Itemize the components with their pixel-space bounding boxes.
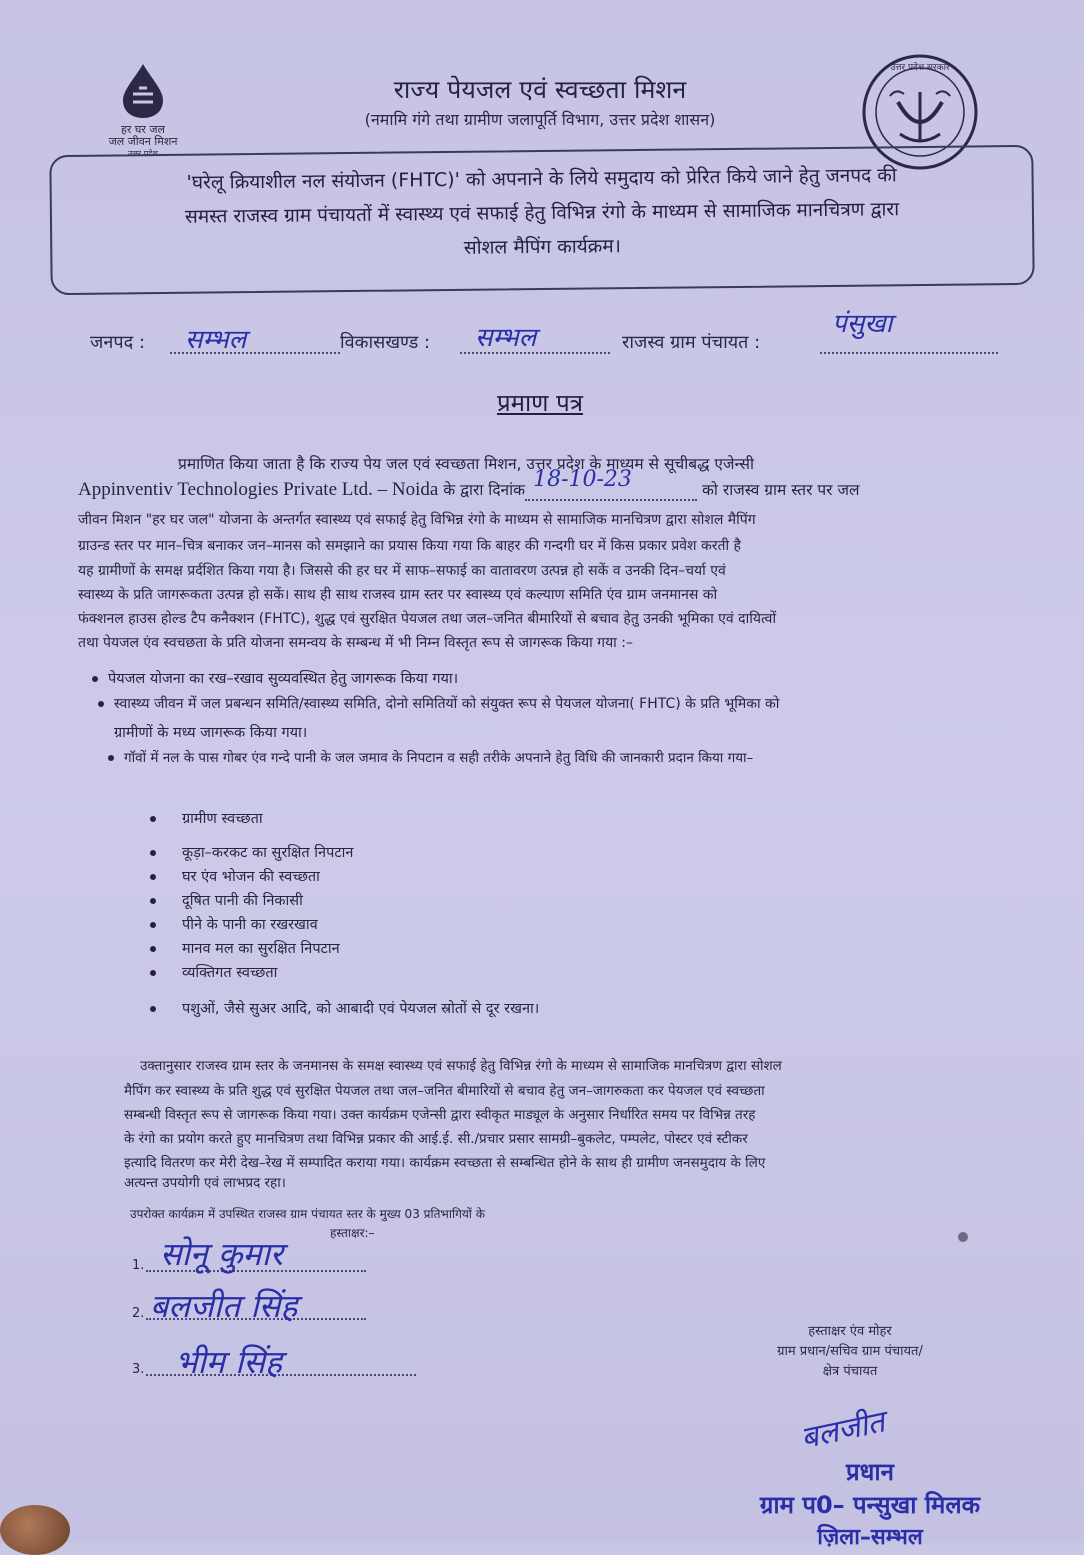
closing-line-2: मैपिंग कर स्वास्थ्य के प्रति शुद्ध एवं सुरक्षित पेयजल तथा जल–जनित बीमारियों से बचाव हेतु जन–जागरुकता कर पेयजल एवं स्वच्छता [124, 1083, 765, 1099]
bullet-dot [150, 898, 156, 904]
sub-item [150, 998, 539, 1018]
logo-caption-line-2: जल जीवन मिशन [108, 135, 178, 148]
body-line-2-end: को राजस्व ग्राम स्तर पर जल [702, 481, 860, 499]
sub-item-text: पशुओं, जैसे सुअर आदि, को आबादी एवं पेयजल स्रोतों से दूर रखना। [182, 1001, 540, 1017]
date-line [525, 467, 697, 501]
sub-item-text: घर एंव भोजन की स्वच्छता [182, 869, 320, 885]
body-line-8: तथा पेयजल एंव स्वचछता के प्रति योजना समन्वय के सम्बन्ध में भी निम्न विस्तृत रूप से जागरूक किया गया :– [78, 635, 633, 651]
sub-item-text: व्यक्तिगत स्वच्छता [182, 965, 278, 981]
jal-jeevan-mission-logo [88, 62, 198, 162]
pin-mark [958, 1232, 968, 1242]
bullet-dot [150, 946, 156, 952]
sub-item [150, 866, 320, 886]
sub-item [150, 808, 263, 828]
bullet-1-text: पेयजल योजना का रख–रखाव सुव्यवस्थित हेतु जागरूक किया गया। [108, 671, 459, 687]
participant-signature-2: बलजीत सिंह [150, 1287, 298, 1325]
location-fields [90, 309, 1010, 358]
bullet-dot [150, 922, 156, 928]
body-line-6: स्वास्थ्य के प्रति जागरूकता उत्पन्न हो सकें। साथ ही साथ राजस्व ग्राम स्तर पर स्वास्थ्य एवं कल्याण समिति एंव ग्राम जनमानस को [78, 587, 718, 603]
body-line-2 [78, 467, 860, 501]
bullet-3-text: गॉवों में नल के पास गोबर एंव गन्दे पानी के जल जमाव के निपटान व सही तरीके अपनाने हेतु विधि की जानकारी प्रदान किया गया– [124, 750, 754, 766]
bullet-dot [150, 874, 156, 880]
program-description [69, 157, 1014, 269]
body-line-3: जीवन मिशन "हर घर जल" योजना के अन्तर्गत स्वास्थ्य एवं सफाई हेतु विभिन्न रंगो के माध्यम से सामाजिक मानचित्रण द्वारा सोशल मैपिंग [78, 512, 756, 528]
sub-item-text: पीने के पानी का रखरखाव [182, 917, 318, 933]
closing-line-1: उक्तानुसार राजस्व ग्राम स्तर के जनमानस के समक्ष स्वास्थ्य एवं सफाई हेतु विभिन्न रंगो के माध्यम से सामाजिक मानचित्रण द्वारा सोशल [140, 1058, 782, 1074]
bullet-2-line-2: ग्रामीणों के मध्य जागरूक किया गया। [114, 725, 308, 741]
mission-title: राज्य पेयजल एवं स्वच्छता मिशन [393, 75, 687, 104]
certificate-title: प्रमाण पत्र [496, 389, 584, 417]
bullet-dot [150, 816, 156, 822]
bullet-2 [98, 694, 779, 713]
bullet-dot [108, 755, 114, 761]
sub-item-text: मानव मल का सुरक्षित निपटान [182, 941, 340, 957]
participant-number: 2. [132, 1306, 145, 1321]
logo-caption-line-1: हर घर जल [121, 123, 165, 136]
logo-caption-line-3: उत्तर प्रदेश [128, 149, 158, 158]
bullet-dot [150, 850, 156, 856]
signatory-line-2: ग्राम प्रधान/सचिव ग्राम पंचायत/ [777, 1344, 923, 1359]
body-line-4: ग्राउन्ड स्तर पर मान–चित्र बनाकर जन–मानस को समझाने का प्रयास किया गया कि बाहर की गन्दगी घर में किस प्रकार प्रवेश करती है [78, 538, 741, 554]
panchayat-line [820, 352, 998, 354]
participants-intro: उपरोक्त कार्यक्रम में उपस्थित राजस्व ग्राम पंचायत स्तर के मुख्य 03 प्रतिभागियों के [130, 1207, 485, 1221]
stamp-line-1: प्रधान [846, 1458, 894, 1486]
sub-item [150, 962, 277, 982]
sub-item [150, 842, 353, 862]
water-drop-icon [117, 62, 169, 120]
participant-number: 1. [132, 1258, 145, 1273]
bullet-dot [92, 676, 98, 682]
bullet-3 [108, 748, 753, 766]
bullet-2-text-line-1: स्वास्थ्य जीवन में जल प्रबन्धन समिति/स्वास्थ्य समिति, दोनो समितियों को संयुक्त रूप से पेयजल योजना( FHTC) के प्रति भूमिका को [114, 696, 780, 712]
sub-item [150, 914, 318, 934]
body-line-1: प्रमाणित किया जाता है कि राज्य पेय जल एवं स्वच्छता मिशन, उत्तर प्रदेश के माध्यम से सूचीबद्ध एजेन्सी [178, 455, 754, 473]
block-value: सम्भल [475, 323, 537, 353]
body-line-5: यह ग्रामीणों के समक्ष प्रर्दशित किया गया है। जिससे की हर घर में साफ–सफाई का वातावरण उत्पन्न हो सकें व उनकी दिन–चर्या एवं [78, 563, 726, 579]
district-value: सम्भल [185, 325, 247, 355]
block-label: विकासखण्ड : [340, 332, 431, 353]
sub-item-text: कूड़ा–करकट का सुरक्षित निपटान [182, 845, 354, 861]
pradhan-signature: बलजीत [797, 1404, 888, 1457]
seal-text: उत्तर प्रदेश सरकार [890, 63, 950, 73]
panchayat-value: पंसुखा [832, 309, 893, 339]
closing-line-5: इत्यादि वितरण कर मेरी देख–रेख में सम्पादित कराया गया। कार्यक्रम स्वच्छता से सम्बन्धित होने के साथ ही ग्रामीण जनसमुदाय के लिए [124, 1155, 766, 1171]
panchayat-label: राजस्व ग्राम पंचायत : [622, 332, 761, 353]
program-line-2: समस्त राजस्व ग्राम पंचायतों में स्वास्थ्य एवं सफाई हेतु विभिन्न रंगो के माध्यम से सामाजिक मानचित्रण द्वारा [184, 198, 900, 228]
bullet-1 [92, 668, 458, 688]
signatory-line-3: क्षेत्र पंचायत [822, 1364, 878, 1379]
stamp-line-3: ज़िला–सम्भल [817, 1525, 923, 1550]
participant-signature-1: सोनू कुमार [160, 1235, 283, 1273]
closing-line-3: सम्बन्धी विस्तृत रूप से जागरूक किया गया। उक्त कार्यक्रम एजेन्सी द्वारा स्वीकृत माड्यूल के अनुसार निर्धारित समय पर विभिन्न तरह [124, 1107, 756, 1123]
sub-item-text: दूषित पानी की निकासी [182, 893, 303, 909]
sub-item [150, 938, 340, 958]
bullet-dot [150, 970, 156, 976]
signatures-label: हस्ताक्षर:– [330, 1226, 375, 1240]
closing-line-4: के रंगो का प्रयोग करते हुए मानचित्रण तथा विभिन्न प्रकार की आई.ई. सी./प्रचार प्रसार सामग्री–बुकलेट, पम्पलेट, पोस्टर एवं स्टीकर [124, 1131, 748, 1147]
pradhan-stamp [700, 1455, 1040, 1551]
participant-number: 3. [132, 1362, 145, 1377]
program-line-3: सोशल मैपिंग कार्यक्रम। [463, 235, 622, 259]
bullet-dot [98, 701, 104, 707]
mission-subtitle: (नमामि गंगे तथा ग्रामीण जलापूर्ति विभाग, उत्तर प्रदेश शासन) [364, 110, 716, 129]
stamp-line-2: ग्राम प0– पन्सुखा मिलक [759, 1491, 981, 1519]
sub-item-text: ग्रामीण स्वच्छता [182, 811, 263, 827]
agency-name: Appinventiv Technologies Private Ltd. – Noida [78, 479, 439, 500]
program-line-1: 'घरेलू क्रियाशील नल संयोजन (FHTC)' को अपनाने के लिये समुदाय को प्रेरित किये जाने हेतु जनपद की [186, 164, 897, 194]
participant-signature-3: भीम सिंह [175, 1343, 283, 1381]
district-label: जनपद : [90, 332, 145, 353]
body-line-7: फंक्शनल हाउस होल्ड टैप कनैक्शन (FHTC), शुद्ध एवं सुरक्षित पेयजल तथा जल–जनित बीमारियों से बचाव हेतु उनकी भूमिका एवं दायित्वों [78, 611, 777, 627]
bullet-dot [150, 1006, 156, 1012]
thumb-in-photo [0, 1505, 70, 1555]
signatory-line-1: हस्ताक्षर एंव मोहर [808, 1324, 892, 1339]
sub-item [150, 890, 303, 910]
closing-line-6: अत्यन्त उपयोगी एवं लाभप्रद रहा। [124, 1175, 286, 1191]
signatory-block [720, 1322, 980, 1382]
date-value: 18-10-23 [533, 467, 632, 492]
date-prefix: के द्वारा दिनांक [443, 481, 526, 499]
